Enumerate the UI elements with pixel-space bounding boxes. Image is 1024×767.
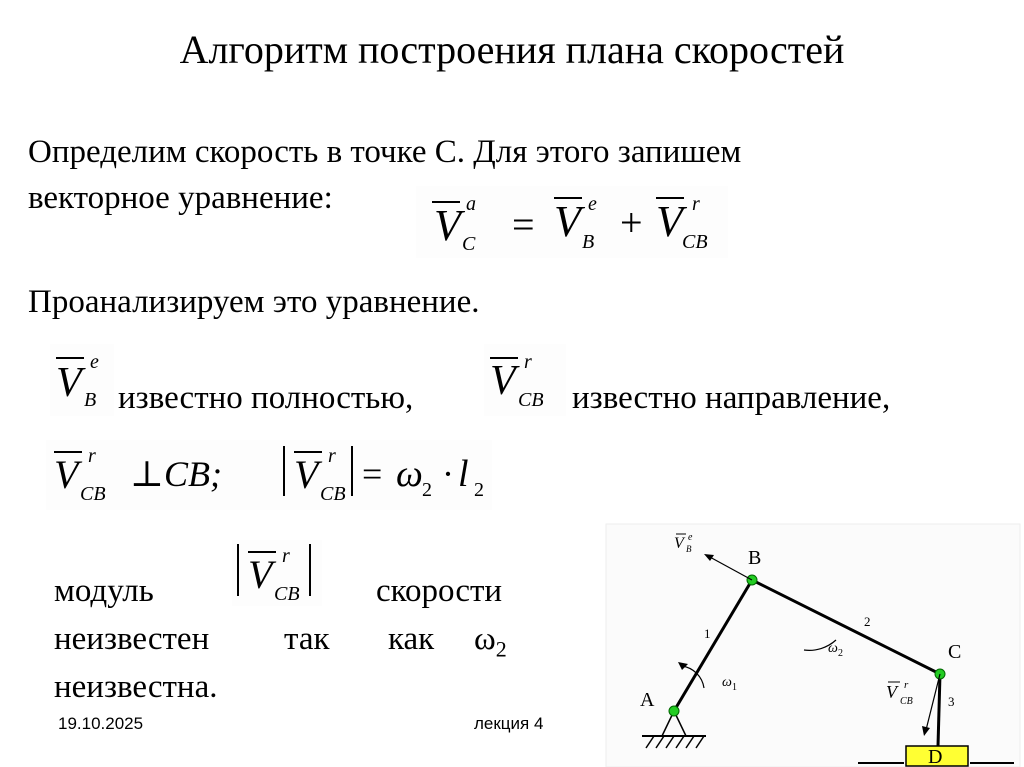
- svg-text:r: r: [88, 445, 96, 467]
- svg-text:V: V: [54, 452, 79, 497]
- known-fully-text: известно полностью,: [118, 380, 414, 416]
- svg-text:V: V: [294, 452, 319, 497]
- word-omega2: $\omega_2$: [474, 621, 507, 662]
- modulus-l: l: [458, 453, 469, 495]
- eq-sub-b: B: [582, 231, 595, 253]
- known-direction-text: известно направление,: [572, 380, 891, 416]
- svg-text:1: 1: [732, 682, 737, 693]
- svg-text:r: r: [282, 545, 290, 567]
- word-modulus: модуль: [54, 573, 154, 609]
- intro-line-1: Определим скорость в точке С. Для этого запишем: [28, 134, 742, 170]
- svg-text:CB: CB: [900, 696, 913, 707]
- svg-text:V: V: [56, 360, 82, 406]
- svg-text:CB: CB: [274, 583, 300, 605]
- footer-lecture: лекция 4: [474, 714, 544, 733]
- svg-text:B: B: [84, 389, 97, 411]
- svg-text:V: V: [886, 682, 897, 702]
- svg-text:CB: CB: [80, 483, 106, 505]
- svg-text:r: r: [904, 679, 909, 691]
- svg-text:V: V: [248, 552, 273, 597]
- svg-text:·: ·: [442, 454, 454, 494]
- formula-vb-e: [50, 344, 114, 416]
- svg-text:ω: ω: [828, 641, 838, 656]
- svg-text:CB: CB: [518, 389, 544, 411]
- slide-title: Алгоритм построения плана скоростей: [179, 27, 845, 72]
- svg-text:2: 2: [422, 479, 432, 501]
- formula-abs-vcb: [232, 540, 322, 606]
- word-unknown-fem: неизвестна.: [54, 669, 218, 705]
- label-d: D: [928, 746, 943, 767]
- joint-a: [669, 706, 679, 716]
- svg-text:CB: CB: [320, 483, 346, 505]
- svg-text:e: e: [90, 351, 99, 373]
- eq-sup-e: e: [588, 193, 597, 215]
- eq-sub-cb: CB: [682, 231, 708, 253]
- svg-text:2: 2: [838, 648, 843, 659]
- eq-v-b: V: [554, 197, 581, 246]
- svg-text:V: V: [490, 358, 516, 404]
- svg-text:2: 2: [474, 479, 484, 501]
- modulus-equals: =: [362, 454, 383, 494]
- eq-equals: =: [512, 202, 535, 247]
- word-unknown: неизвестен: [54, 621, 210, 657]
- svg-text:r: r: [328, 445, 336, 467]
- perp-symbol: ⊥: [130, 454, 164, 494]
- label-link-3: 3: [948, 694, 955, 709]
- eq-v-c: V: [434, 201, 461, 250]
- perp-cb: CB;: [164, 454, 222, 494]
- link-3: [938, 674, 940, 746]
- svg-text:V: V: [674, 535, 684, 552]
- svg-text:r: r: [524, 351, 532, 373]
- word-speed: скорости: [376, 573, 503, 609]
- modulus-omega: ω: [396, 453, 423, 495]
- word-as: как: [388, 621, 435, 657]
- intro-line-2: векторное уравнение:: [28, 180, 333, 216]
- eq-sub-c: C: [462, 233, 476, 255]
- eq-plus: +: [620, 200, 643, 245]
- label-link-2: 2: [864, 614, 871, 629]
- formula-perp-and-modulus: [46, 440, 492, 510]
- vector-equation: [416, 186, 728, 258]
- analyze-line: Проанализируем это уравнение.: [28, 284, 480, 320]
- label-c: C: [948, 641, 962, 663]
- svg-text:ω: ω: [722, 675, 732, 690]
- svg-text:B: B: [686, 544, 692, 554]
- label-b: B: [748, 547, 762, 569]
- label-link-1: 1: [704, 626, 711, 641]
- footer-date: 19.10.2025: [58, 714, 144, 733]
- label-a: A: [640, 689, 655, 711]
- eq-sup-a: a: [466, 193, 476, 215]
- eq-sup-r: r: [692, 193, 700, 215]
- word-so: так: [284, 621, 330, 657]
- formula-vcb-r: [484, 344, 566, 416]
- mechanism-diagram: [604, 520, 1024, 767]
- eq-v-cb: V: [656, 197, 683, 246]
- svg-text:e: e: [688, 532, 693, 543]
